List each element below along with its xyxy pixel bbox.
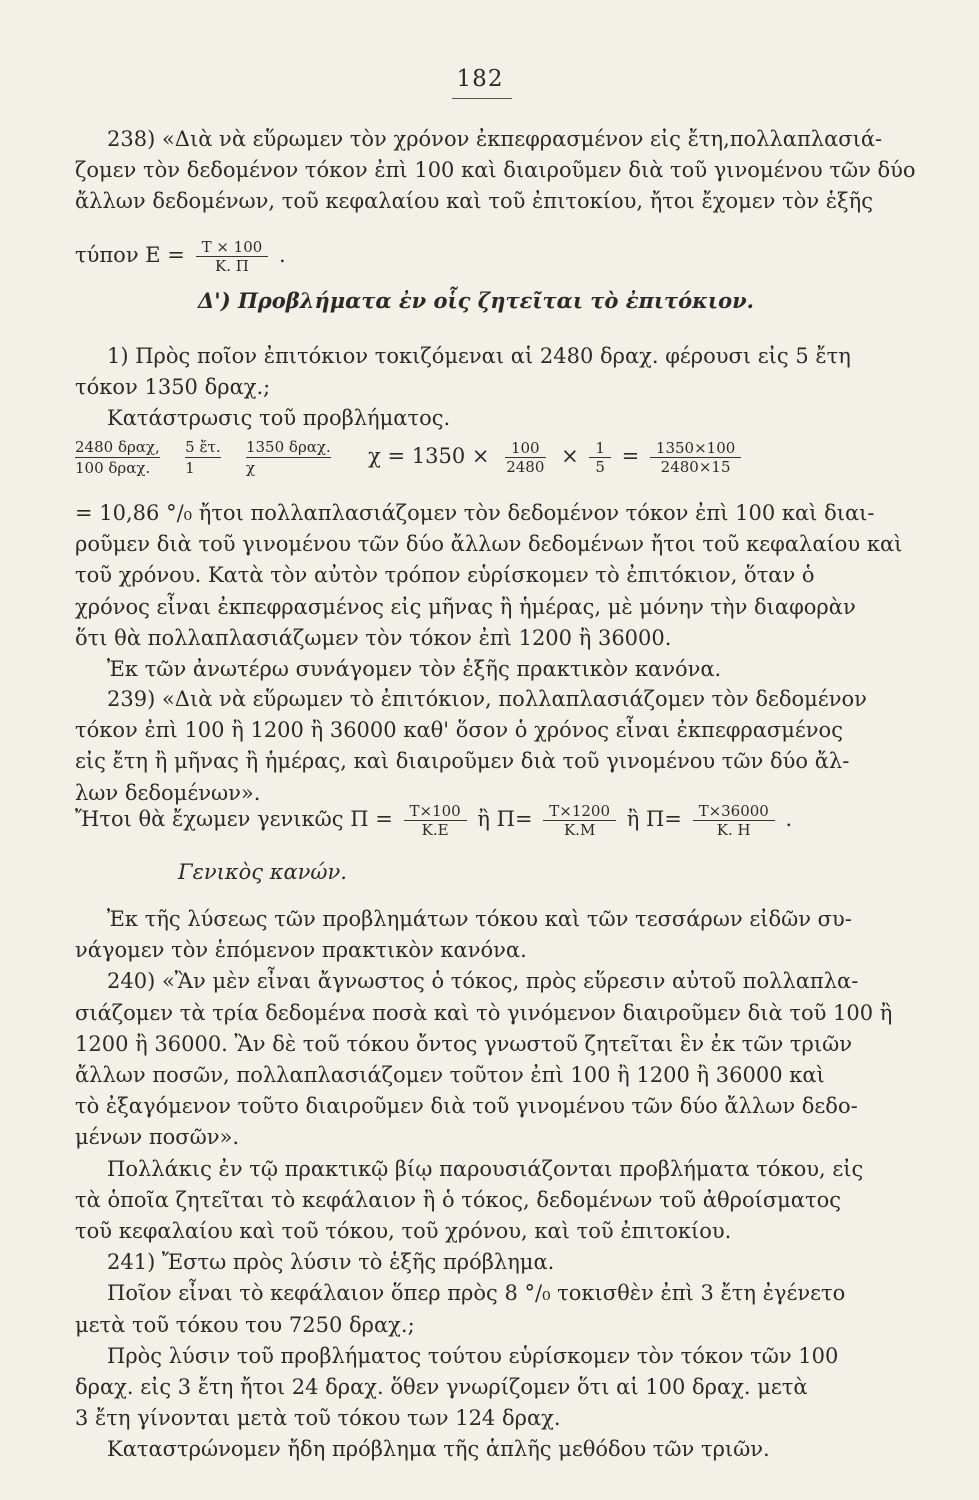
- text-line: Κατάστρωσις τοῦ προβλήματος.: [107, 406, 451, 431]
- result-paragraph: [75, 498, 903, 685]
- text-line: 239) «Διὰ νὰ εὕρωμεν τὸ ἐπιτόκιον, πολλαπλασιάζομεν τὸν δεδομένον: [107, 687, 867, 711]
- text-line: μετὰ τοῦ τόκου του 7250 δραχ.;: [75, 1312, 415, 1337]
- text-line: τοῦ κεφαλαίου καὶ τοῦ τόκου, τοῦ χρόνου, καὶ τοῦ ἐπιτοκίου.: [75, 1219, 732, 1244]
- formula-fraction: [196, 238, 269, 275]
- fraction-denominator: Κ. Π: [215, 257, 249, 275]
- text-line: 1) Πρὸς ποῖον ἐπιτόκιον τοκιζόμεναι αἱ 2480 δραχ. φέρουσι εἰς 5 ἔτη: [107, 344, 851, 368]
- paragraph-239: [75, 684, 885, 809]
- text-line: τόκον 1350 δραχ.;: [75, 375, 271, 400]
- text-line: Ἐκ τῆς λύσεως τῶν προβλημάτων τόκου καὶ τῶν τεσσάρων εἰδῶν συ-: [107, 907, 852, 931]
- text-line: δραχ. εἰς 3 ἔτη ἤτοι 24 δραχ. ὅθεν γνωρίζομεν ὅτι αἱ 100 δραχ. μετὰ: [75, 1375, 808, 1400]
- text-line: τὸ ἐξαγόμενον τοῦτο διαιροῦμεν διὰ τοῦ γινομένου τῶν δύο ἄλλων δεδο-: [75, 1094, 858, 1119]
- problem-setup: 2480 δραχ, 100 δραχ. $\frac{\text{5 ἔτ.}}{1}$ 1350 δραχ. χ χ = 1350 × $\frac{100}{2480}$ × $\frac{1}{5}$ = $\frac{1350\times 100}{2480\times 15}$: [75, 437, 885, 493]
- general-rule-label: Γενικὸς κανών.: [178, 860, 347, 884]
- text-line: 241) Ἔστω πρὸς λύσιν τὸ ἑξῆς πρόβλημα.: [107, 1250, 555, 1275]
- text-line: νάγομεν τὸν ἑπόμενον πρακτικὸν κανόνα.: [75, 938, 527, 963]
- text-line: 3 ἔτη γίνονται μετὰ τοῦ τόκου των 124 δραχ.: [75, 1406, 561, 1431]
- setup-fraction-3: $\frac{1350\times 100}{2480\times 15}$: [650, 439, 741, 476]
- text-line: ροῦμεν διὰ τοῦ γινομένου τῶν δύο ἄλλων δεδομένων ἤτοι τοῦ κεφαλαίου καὶ: [75, 532, 903, 557]
- text-line: = 10,86 °/₀ ἤτοι πολλαπλασιάζομεν τὸν δεδομένον τόκον ἐπὶ 100 καὶ διαι-: [75, 501, 875, 525]
- text-line: τὰ ὁποῖα ζητεῖται τὸ κεφάλαιον ἢ ὁ τόκος, δεδομένων τοῦ ἀθροίσματος: [75, 1187, 842, 1212]
- formula-suffix: .: [279, 243, 286, 267]
- text-line: Πρὸς λύσιν τοῦ προβλήματος τούτου εὑρίσκομεν τὸν τόκον τῶν 100: [107, 1343, 839, 1368]
- text-line: χρόνος εἶναι ἐκπεφρασμένος εἰς μῆνας ἢ ἡμέρας, μὲ μόνην τὴν διαφορὰν: [75, 594, 856, 619]
- section-heading: Δ') Προβλήματα ἐν οἷς ζητεῖται τὸ ἐπιτόκιον.: [198, 288, 754, 313]
- paragraph-238: [75, 124, 916, 218]
- setup-fraction-1: $\frac{100}{2480}$: [506, 439, 545, 476]
- text-line: σιάζομεν τὰ τρία δεδομένα ποσὰ καὶ τὸ γινόμενον διαιροῦμεν διὰ τοῦ 100 ἢ: [75, 1000, 893, 1025]
- text-line: τόκον ἐπὶ 100 ἢ 1200 ἢ 36000 καθ' ὅσον ὁ χρόνος εἶναι ἐκπεφρασμένος: [75, 718, 843, 743]
- general-fraction-years: $\frac{T\times 100}{K.E}$: [404, 802, 467, 839]
- fraction-numerator: Τ × 100: [196, 238, 269, 257]
- problem-1: [75, 341, 885, 435]
- text-line: Καταστρώνομεν ἤδη πρόβλημα τῆς ἁπλῆς μεθόδου τῶν τριῶν.: [107, 1437, 770, 1462]
- page-number: 182: [456, 66, 504, 92]
- text-line: μένων ποσῶν».: [75, 1125, 240, 1150]
- setup-equation: χ = 1350 ×: [368, 444, 490, 468]
- setup-col-2: $\frac{\text{5 ἔτ.}}{1}$: [185, 438, 221, 477]
- setup-col-1: 2480 δραχ, 100 δραχ.: [75, 438, 160, 477]
- general-fraction-months: $\frac{T\times 1200}{K.M}$: [543, 802, 616, 839]
- text-line: ὅτι θὰ πολλαπλασιάζωμεν τὸν τόκον ἐπὶ 1200 ἢ 36000.: [75, 625, 672, 650]
- formula-238: [75, 238, 286, 275]
- general-formula: Ἤτοι θὰ ἔχωμεν γενικῶς Π = $\frac{T\times 100}{K.E}$ ἢ Π= $\frac{T\times 1200}{K.M}$ ἢ Π= $\frac{T\times 36000}{K. H}$ .: [75, 802, 793, 839]
- setup-col-3: 1350 δραχ. χ: [245, 438, 331, 477]
- text-line: Ποῖον εἶναι τὸ κεφάλαιον ὅπερ πρὸς 8 °/₀ τοκισθὲν ἐπὶ 3 ἔτη ἐγένετο: [107, 1281, 846, 1306]
- text-line: λων δεδομένων».: [75, 780, 261, 805]
- text-line: ἄλλων δεδομένων, τοῦ κεφαλαίου καὶ τοῦ ἐπιτοκίου, ἤτοι ἔχομεν τὸν ἑξῆς: [75, 189, 873, 214]
- text-line: ἄλλων ποσῶν, πολλαπλασιάζομεν τοῦτον ἐπὶ 100 ἢ 1200 ἢ 36000 καὶ: [75, 1063, 825, 1088]
- formula-prefix: τύπον Ε =: [75, 243, 185, 267]
- remaining-text: [75, 904, 893, 1466]
- text-line: 238) «Διὰ νὰ εὕρωμεν τὸν χρόνον ἐκπεφρασμένον εἰς ἔτη,πολλαπλασιά-: [107, 127, 883, 151]
- text-line: τοῦ χρόνου. Κατὰ τὸν αὐτὸν τρόπον εὑρίσκομεν τὸ ἐπιτόκιον, ὅταν ὁ: [75, 563, 815, 588]
- page-number-rule: [452, 98, 512, 99]
- text-line: 240) «Ἂν μὲν εἶναι ἄγνωστος ὁ τόκος, πρὸς εὕρεσιν αὐτοῦ πολλαπλα-: [107, 969, 859, 994]
- text-line: 1200 ἢ 36000. Ἂν δὲ τοῦ τόκου ὄντος γνωστοῦ ζητεῖται ἓν ἐκ τῶν τριῶν: [75, 1031, 853, 1056]
- text-line: ζομεν τὸν δεδομένον τόκον ἐπὶ 100 καὶ διαιροῦμεν διὰ τοῦ γινομένου τῶν δύο: [75, 158, 916, 183]
- text-line: Πολλάκις ἐν τῷ πρακτικῷ βίῳ παρουσιάζονται προβλήματα τόκου, εἰς: [107, 1156, 864, 1181]
- text-line: εἰς ἔτη ἢ μῆνας ἢ ἡμέρας, καὶ διαιροῦμεν διὰ τοῦ γινομένου τῶν δύο ἄλ-: [75, 749, 850, 774]
- text-line: Ἐκ τῶν ἀνωτέρω συνάγομεν τὸν ἑξῆς πρακτικὸν κανόνα.: [107, 657, 722, 682]
- setup-fraction-2: $\frac{1}{5}$: [589, 439, 611, 476]
- general-fraction-days: $\frac{T\times 36000}{K. H}$: [693, 802, 775, 839]
